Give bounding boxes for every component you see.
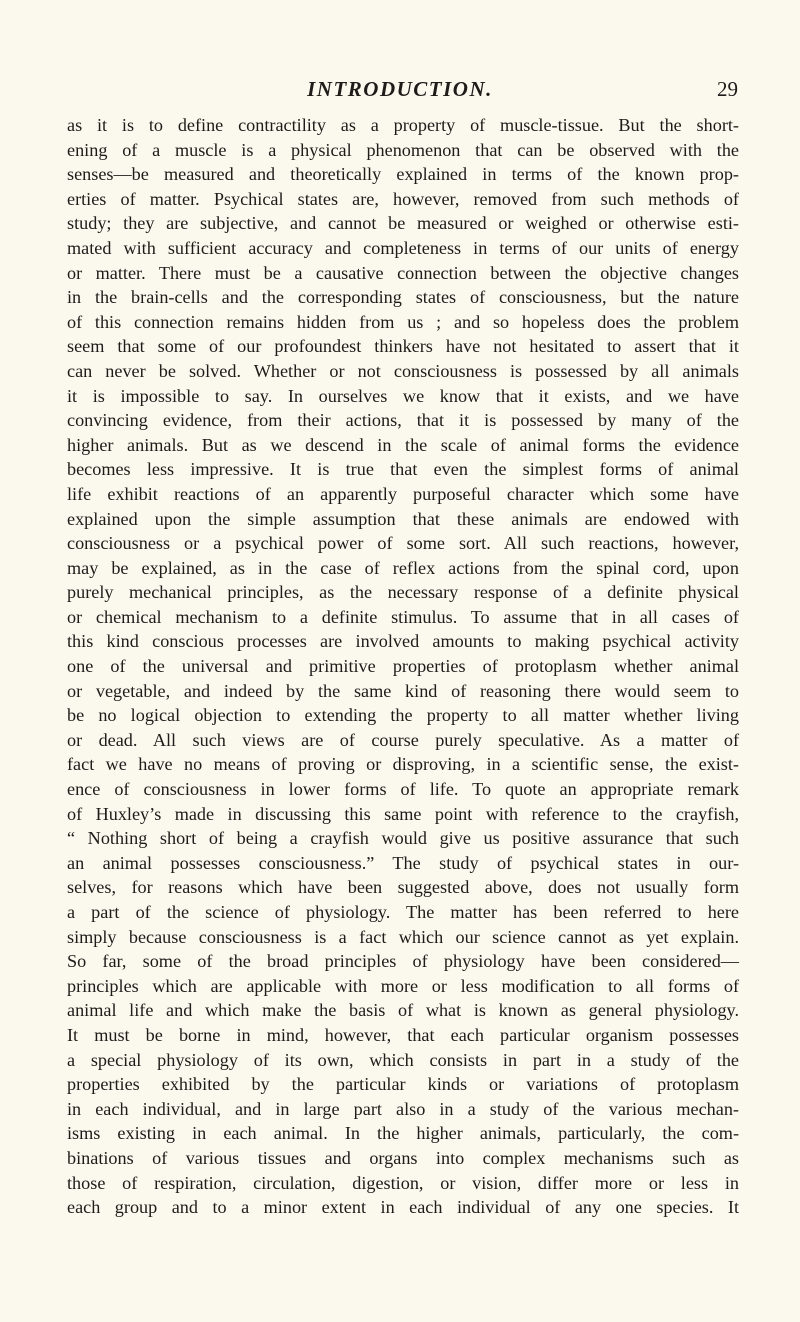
text-line: a part of the science of physiology. The matter has been referred to here	[67, 902, 739, 922]
text-line: simply because consciousness is a fact which our science cannot as yet explain.	[67, 926, 739, 947]
text-line: selves, for reasons which have been suggested above, does not usually form	[67, 877, 739, 898]
text-line: principles which are applicable with more or less modification to all forms of	[67, 975, 739, 996]
text-line: It must be borne in mind, however, that each particular organism possesses	[67, 1024, 739, 1045]
text-line: a special physiology of its own, which consists in part in a study of the	[67, 1049, 739, 1070]
text-line: ence of consciousness in lower forms of life. To quote an appropriate remark	[67, 779, 739, 800]
text-line: in each individual, and in large part also in a study of the various mechan-	[67, 1098, 739, 1119]
text-line: it is impossible to say. In ourselves we know that it exists, and we have	[67, 385, 739, 406]
text-line: properties exhibited by the particular kinds or variations of protoplasm	[67, 1074, 739, 1095]
text-line: becomes less impressive. It is true that even the simplest forms of animal	[67, 459, 739, 480]
text-line: fact we have no means of proving or disproving, in a scientific sense, the exist-	[67, 754, 739, 775]
text-line: animal life and which make the basis of what is known as general physiology.	[67, 1000, 739, 1021]
running-head	[60, 74, 740, 104]
text-line: binations of various tissues and organs into complex mechanisms such as	[67, 1147, 739, 1168]
text-line: of Huxley’s made in discussing this same point with reference to the crayfish,	[67, 803, 739, 824]
text-line: higher animals. But as we descend in the scale of animal forms the evidence	[67, 434, 739, 455]
text-line: one of the universal and primitive properties of protoplasm whether animal	[67, 656, 739, 677]
text-line: or vegetable, and indeed by the same kind of reasoning there would seem to	[67, 680, 739, 701]
text-line: convincing evidence, from their actions, that it is possessed by many of the	[67, 410, 739, 431]
text-line: “ Nothing short of being a crayfish would give us positive assurance that such	[67, 828, 739, 849]
text-line: be no logical objection to extending the property to all matter whether living	[67, 705, 739, 726]
page-number: 29	[717, 77, 738, 101]
text-line: or dead. All such views are of course purely speculative. As a matter of	[67, 729, 739, 750]
text-line: as it is to define contractility as a property of muscle-tissue. But the short-	[67, 115, 739, 135]
text-line: this kind conscious processes are involved amounts to making psychical activity	[67, 631, 739, 652]
text-line: study; they are subjective, and cannot be measured or weighed or otherwise esti-	[67, 213, 739, 234]
running-title: INTRODUCTION.	[307, 77, 493, 101]
text-line: erties of matter. Psychical states are, however, removed from such methods of	[67, 188, 739, 209]
text-line: or chemical mechanism to a definite stimulus. To assume that in all cases of	[67, 606, 739, 627]
text-line: mated with sufficient accuracy and completeness in terms of our units of energy	[67, 237, 739, 258]
text-line: life exhibit reactions of an apparently purposeful character which some have	[67, 483, 739, 504]
text-line: an animal possesses consciousness.” The study of psychical states in our-	[67, 852, 739, 873]
text-line: explained upon the simple assumption that these animals are endowed with	[67, 508, 739, 529]
text-line: ening of a muscle is a physical phenomenon that can be observed with the	[67, 139, 739, 160]
text-line: seem that some of our profoundest thinkers have not hesitated to assert that it	[67, 336, 739, 357]
text-line: consciousness or a psychical power of some sort. All such reactions, however,	[67, 533, 739, 554]
text-line: So far, some of the broad principles of physiology have been considered—	[67, 951, 739, 972]
text-line: may be explained, as in the case of reflex actions from the spinal cord, upon	[67, 557, 739, 578]
text-line: those of respiration, circulation, digestion, or vision, differ more or less in	[67, 1172, 739, 1193]
text-line: senses—be measured and theoretically explained in terms of the known prop-	[67, 164, 739, 185]
text-line: of this connection remains hidden from us ; and so hopeless does the problem	[67, 311, 739, 332]
text-line: purely mechanical principles, as the necessary response of a definite physical	[67, 582, 739, 603]
text-line: in the brain-cells and the corresponding states of consciousness, but the nature	[67, 287, 739, 308]
text-line: each group and to a minor extent in each individual of any one species. It	[67, 1197, 739, 1218]
text-line: isms existing in each animal. In the higher animals, particularly, the com-	[67, 1123, 739, 1144]
body-text	[67, 113, 739, 1220]
text-line: can never be solved. Whether or not consciousness is possessed by all animals	[67, 360, 739, 381]
text-line: or matter. There must be a causative connection between the objective changes	[67, 262, 739, 283]
